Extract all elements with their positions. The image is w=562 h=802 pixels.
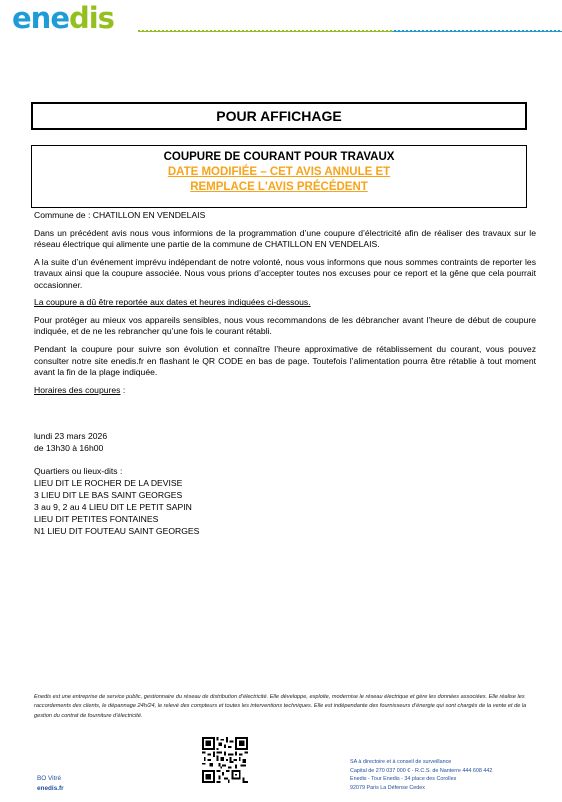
outage-date: lundi 23 mars 2026 [34, 431, 108, 442]
paragraph-previous-notice: Dans un précédent avis nous vous informions de la programmation d’une coupure d’électricité afin de réaliser des travaux sur le réseau électrique qui alimente une partie de la commune de CHATILLON EN VENDELAIS. [34, 227, 536, 250]
paragraph-follow-outage: Pendant la coupure pour suivre son évolution et connaître l’heure approximative de rétablissement du courant, vous pouvez consulter notre site enedis.fr en flashant le QR CODE en bas de page. Toutefois l’alimentation pourra être rétablie à tout moment avant la fin de la plage indiquée. [34, 344, 536, 377]
legal-info [350, 758, 492, 792]
site-link[interactable]: enedis.fr [37, 784, 64, 792]
paragraph-postponement: A la suite d’un événement imprévu indépendant de notre volonté, nous vous informons que nous sommes contraints de reporter les travaux ainsi que la coupure associée. Nous vous prions d’accepter toutes nos excuses pour ce report et la gêne que cela pourrait occasionner. [34, 256, 536, 290]
legal-line: Capital de 270 037 000 € - R.C.S. de Nanterre 444 608 442 [350, 767, 493, 774]
header-rule [138, 30, 562, 32]
places-list [34, 465, 536, 537]
schedule-heading [34, 385, 536, 396]
paragraph-protect-devices: Pour protéger au mieux vos appareils sensibles, nous vous recommandons de les débrancher avant l’heure de début de coupure indiquée, et de ne les rebrancher qu’une fois le courant rétabli. [34, 315, 536, 337]
legal-line: SA à directoire et à conseil de surveillance [350, 759, 452, 765]
place-item: N1 LIEU DIT FOUTEAU SAINT GEORGES [34, 526, 200, 537]
qr-code[interactable] [202, 737, 248, 783]
enedis-logo [12, 2, 114, 34]
modified-line-2: REMPLACE L'AVIS PRÉCÉDENT [190, 181, 368, 193]
notice-body [34, 210, 536, 537]
modified-line-1: DATE MODIFIÉE – CET AVIS ANNULE ET [167, 166, 391, 178]
commune-line: Commune de : CHATILLON EN VENDELAIS [34, 210, 206, 220]
logo-accent: dis [68, 1, 114, 35]
legal-line: Enedis - Tour Enedis - 34 place des Corolles [350, 776, 457, 783]
place-item: 3 LIEU DIT LE BAS SAINT GEORGES [34, 490, 183, 501]
place-item: LIEU DIT PETITES FONTAINES [34, 514, 159, 525]
paragraph-rescheduled: La coupure a dû être reportée aux dates et heures indiquées ci-dessous. [34, 297, 311, 308]
places-label: Quartiers ou lieux-dits : [34, 466, 123, 477]
schedule-label: Horaires des coupures [34, 384, 121, 395]
place-item: LIEU DIT LE ROCHER DE LA DEVISE [34, 478, 183, 489]
legal-line: 92079 Paris La Défense Cedex [350, 784, 425, 791]
spacer [34, 402, 536, 430]
logo-main: ene [12, 1, 69, 35]
outage-time [34, 430, 536, 454]
notice-title-box [31, 145, 527, 208]
place-item: 3 au 9, 2 au 4 LIEU DIT LE PETIT SAPIN [34, 502, 192, 513]
outage-hours: de 13h30 à 16h00 [34, 443, 104, 454]
office-name: BO Vitré [37, 775, 62, 782]
affichage-banner: POUR AFFICHAGE [31, 102, 527, 130]
notice-title: COUPURE DE COURANT POUR TRAVAUX [163, 151, 395, 163]
footer-note: Enedis est une entreprise de service public, gestionnaire du réseau de distribution d’électricité. Elle développe, exploite, modernise le réseau électrique et gère les données associées. Elle réalise les raccordements des clients, le dépannage 24h/24, le relevé des compteurs et toutes les interventions techniques. Elle est indépendante des fournisseurs d’énergie qui sont chargés de la vente et de la gestion du contrat de fourniture d’électricité. [34, 694, 527, 719]
schedule-colon: : [120, 384, 126, 395]
footer-office [37, 774, 64, 793]
